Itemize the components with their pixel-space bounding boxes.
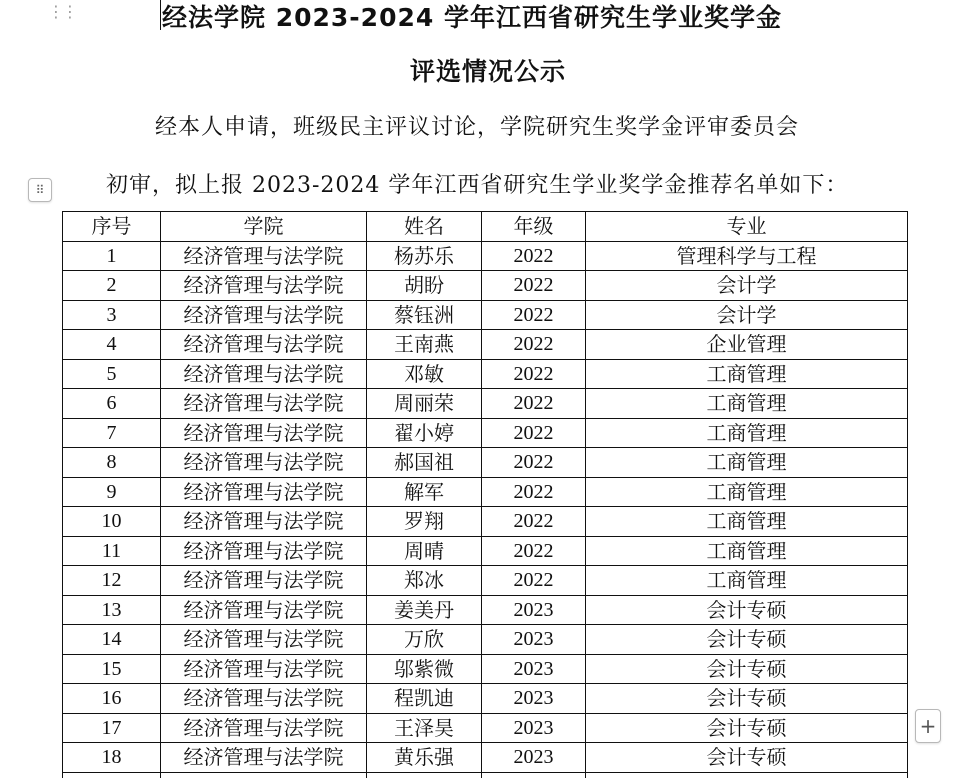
table-header-row	[63, 212, 908, 242]
cell-major: 工商管理	[586, 536, 908, 566]
cell-serial: 18	[63, 743, 161, 773]
cell-grade: 2022	[482, 448, 586, 478]
document-title-line-1: 经法学院 2023-2024 学年江西省研究生学业奖学金	[162, 3, 782, 32]
cell-major: 管理科学与工程	[586, 241, 908, 271]
cell-serial: 15	[63, 654, 161, 684]
cell-major: 会计专硕	[586, 684, 908, 714]
cell-major: 工商管理	[586, 359, 908, 389]
table-row	[63, 713, 908, 743]
cell-name: 杨苏乐	[367, 241, 482, 271]
cell-serial: 8	[63, 448, 161, 478]
cell-major: 工商管理	[586, 507, 908, 537]
cell-name: 黄乐强	[367, 743, 482, 773]
cell-major: 会计专硕	[586, 713, 908, 743]
cell-serial: 11	[63, 536, 161, 566]
cell-grade: 2022	[482, 241, 586, 271]
cell-grade: 2022	[482, 477, 586, 507]
cell-college: 经济管理与法学院	[161, 743, 367, 773]
table-row	[63, 684, 908, 714]
cell-college: 经济管理与法学院	[161, 271, 367, 301]
cell-college: 经济管理与法学院	[161, 654, 367, 684]
cell-name: 郑冰	[367, 566, 482, 596]
cell-grade: 2023	[482, 625, 586, 655]
cell-college: 经济管理与法学院	[161, 566, 367, 596]
cell-major: 工商管理	[586, 566, 908, 596]
cell-grade: 2023	[482, 743, 586, 773]
cell-serial: 3	[63, 300, 161, 330]
cell-serial: 14	[63, 625, 161, 655]
cell-major: 会计专硕	[586, 625, 908, 655]
cell-name: 翟小婷	[367, 418, 482, 448]
table-row	[63, 477, 908, 507]
header-major: 专业	[586, 212, 908, 242]
cell-serial: 4	[63, 330, 161, 360]
table-row	[63, 330, 908, 360]
cell-name: 周丽荣	[367, 389, 482, 419]
cell-grade: 2022	[482, 418, 586, 448]
cell-major: 企业管理	[586, 330, 908, 360]
cell-name: 解军	[367, 477, 482, 507]
cell-major: 工商管理	[586, 477, 908, 507]
cell-college: 经济管理与法学院	[161, 536, 367, 566]
cell-college: 经济管理与法学院	[161, 359, 367, 389]
cell-college: 经济管理与法学院	[161, 625, 367, 655]
cell-college	[161, 772, 367, 778]
cell-major: 会计专硕	[586, 595, 908, 625]
cell-college: 经济管理与法学院	[161, 241, 367, 271]
table-row	[63, 300, 908, 330]
paragraph-drag-handle-icon[interactable]: ⋮⋮	[48, 2, 76, 21]
cell-grade: 2023	[482, 713, 586, 743]
table-row	[63, 271, 908, 301]
cell-major: 会计学	[586, 271, 908, 301]
scholarship-table	[62, 211, 908, 778]
table-row	[63, 654, 908, 684]
table-row	[63, 772, 908, 778]
cell-name	[367, 772, 482, 778]
header-grade: 年级	[482, 212, 586, 242]
cell-college: 经济管理与法学院	[161, 713, 367, 743]
cell-name: 蔡钰洲	[367, 300, 482, 330]
cell-grade: 2023	[482, 654, 586, 684]
cell-serial: 10	[63, 507, 161, 537]
cell-major: 工商管理	[586, 448, 908, 478]
cell-name: 王南燕	[367, 330, 482, 360]
cell-serial: 17	[63, 713, 161, 743]
cell-grade: 2023	[482, 684, 586, 714]
cell-serial: 1	[63, 241, 161, 271]
cell-name: 周晴	[367, 536, 482, 566]
cell-college: 经济管理与法学院	[161, 448, 367, 478]
table-row	[63, 595, 908, 625]
cell-name: 邬紫微	[367, 654, 482, 684]
cell-college: 经济管理与法学院	[161, 418, 367, 448]
header-college: 学院	[161, 212, 367, 242]
cell-name: 罗翔	[367, 507, 482, 537]
cell-serial: 7	[63, 418, 161, 448]
table-row	[63, 418, 908, 448]
table-row	[63, 359, 908, 389]
cell-grade: 2022	[482, 330, 586, 360]
table-row	[63, 241, 908, 271]
cell-grade: 2022	[482, 536, 586, 566]
cell-major: 工商管理	[586, 389, 908, 419]
cell-grade: 2023	[482, 595, 586, 625]
cell-name: 邓敏	[367, 359, 482, 389]
cell-college: 经济管理与法学院	[161, 595, 367, 625]
cell-serial: 2	[63, 271, 161, 301]
cell-grade: 2022	[482, 359, 586, 389]
cell-major: 会计专硕	[586, 743, 908, 773]
cell-serial: 9	[63, 477, 161, 507]
cell-grade: 2022	[482, 566, 586, 596]
header-name: 姓名	[367, 212, 482, 242]
cell-grade: 2022	[482, 507, 586, 537]
cell-serial: 16	[63, 684, 161, 714]
cell-major: 工商管理	[586, 418, 908, 448]
document-title-line-2: 评选情况公示	[409, 57, 566, 86]
table-row	[63, 448, 908, 478]
cell-college: 经济管理与法学院	[161, 389, 367, 419]
cell-major: 会计专硕	[586, 654, 908, 684]
intro-paragraph-line-1: 经本人申请，班级民主评议讨论，学院研究生奖学金评审委员会	[155, 115, 800, 140]
cell-serial: 12	[63, 566, 161, 596]
cell-college: 经济管理与法学院	[161, 477, 367, 507]
cell-college: 经济管理与法学院	[161, 300, 367, 330]
cell-serial: 6	[63, 389, 161, 419]
cell-college: 经济管理与法学院	[161, 507, 367, 537]
cell-grade: 2022	[482, 271, 586, 301]
cell-serial: 13	[63, 595, 161, 625]
cell-grade: 2022	[482, 389, 586, 419]
cell-major	[586, 772, 908, 778]
cell-name: 万欣	[367, 625, 482, 655]
cell-grade	[482, 772, 586, 778]
intro-paragraph-line-2: 初审，拟上报 2023-2024 学年江西省研究生学业奖学金推荐名单如下：	[106, 173, 849, 198]
cell-college: 经济管理与法学院	[161, 330, 367, 360]
cell-grade: 2022	[482, 300, 586, 330]
cell-serial	[63, 772, 161, 778]
table-row	[63, 507, 908, 537]
cell-college: 经济管理与法学院	[161, 684, 367, 714]
cell-name: 胡盼	[367, 271, 482, 301]
table-row	[63, 536, 908, 566]
table-body	[63, 241, 908, 778]
cell-major: 会计学	[586, 300, 908, 330]
cell-name: 姜美丹	[367, 595, 482, 625]
cell-name: 程凯迪	[367, 684, 482, 714]
table-row	[63, 566, 908, 596]
table-row	[63, 389, 908, 419]
table-row	[63, 625, 908, 655]
add-row-plus-icon[interactable]: +	[915, 709, 941, 743]
table-move-icon[interactable]: ⠿	[28, 178, 52, 202]
header-serial: 序号	[63, 212, 161, 242]
cell-serial: 5	[63, 359, 161, 389]
cell-name: 王泽昊	[367, 713, 482, 743]
cell-name: 郝国祖	[367, 448, 482, 478]
table-row	[63, 743, 908, 773]
